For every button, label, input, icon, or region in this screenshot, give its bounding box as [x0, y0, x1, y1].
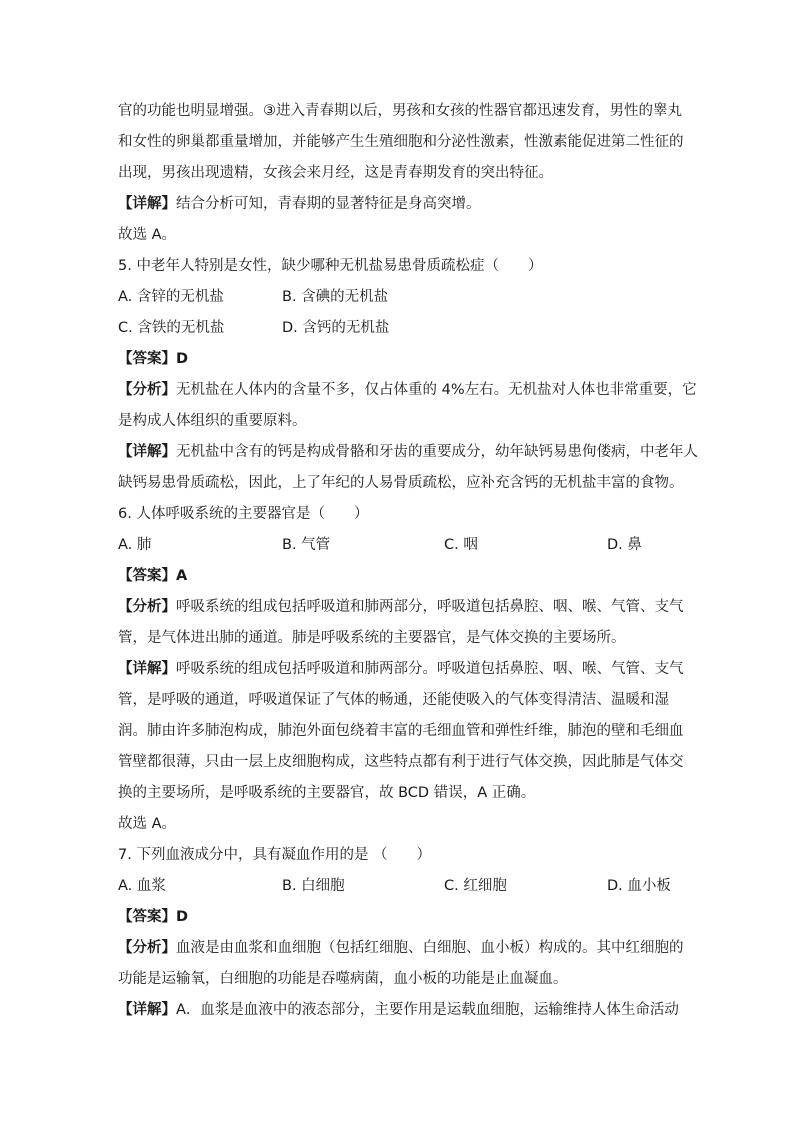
analysis-paragraph [118, 938, 684, 958]
q5-option-d: D. 含钙的无机盐 [282, 320, 390, 336]
text-line: 缺钙易患骨质疏松，因此，上了年纪的人易骨质疏松，应补充含钙的无机盐丰富的食物。 [118, 475, 684, 491]
detail-paragraph [118, 1000, 679, 1020]
text-line: 管，是气体进出肺的通道。肺是呼吸系统的主要器官，是气体交换的主要场所。 [118, 630, 626, 646]
detail-paragraph [118, 194, 481, 214]
text-line: 和女性的卵巢都重量增加，并能够产生生殖细胞和分泌性激素，性激素能促进第二性征的 [118, 134, 684, 150]
analysis-text: 无机盐在人体内的含量不多，仅占体重的 4%左右。无机盐对人体也非常重要，它 [176, 382, 697, 398]
detail-tag: 【详解】 [118, 444, 176, 460]
q7-option-c: C. 红细胞 [444, 878, 507, 894]
q7-answer: 【答案】D [118, 909, 189, 925]
question-5: 5. 中老年人特别是女性，缺少哪种无机盐易患骨质疏松症（ ） [118, 258, 543, 274]
analysis-tag: 【分析】 [118, 599, 176, 615]
detail-text: 呼吸系统的组成包括呼吸道和肺两部分。呼吸道包括鼻腔、咽、喉、气管、支气 [176, 661, 684, 677]
analysis-text: 呼吸系统的组成包括呼吸道和肺两部分，呼吸道包括鼻腔、咽、喉、气管、支气 [176, 599, 684, 615]
q5-option-a: A. 含锌的无机盐 [118, 289, 224, 305]
detail-text: 无机盐中含有的钙是构成骨骼和牙齿的重要成分，幼年缺钙易患佝偻病，中老年人 [176, 444, 698, 460]
detail-paragraph [118, 659, 684, 679]
text-line: 润。肺由许多肺泡构成，肺泡外面包绕着丰富的毛细血管和弹性纤维，肺泡的壁和毛细血 [118, 723, 684, 739]
detail-paragraph [118, 442, 698, 462]
q7-option-b: B. 白细胞 [282, 878, 345, 894]
analysis-paragraph [118, 597, 684, 617]
text-line: 管，是呼吸的通道，呼吸道保证了气体的畅通，还能使吸入的气体变得清洁、温暖和湿 [118, 692, 669, 708]
detail-text: 结合分析可知，青春期的显著特征是身高突增。 [176, 196, 481, 212]
q5-option-b: B. 含碘的无机盐 [282, 289, 389, 305]
q6-option-d: D. 鼻 [607, 537, 642, 553]
analysis-paragraph [118, 380, 697, 400]
analysis-tag: 【分析】 [118, 382, 176, 398]
text-line: 功能是运输氧，白细胞的功能是吞噬病菌，血小板的功能是止血凝血。 [118, 971, 568, 987]
answer-choice-line: 故选 A。 [118, 227, 177, 243]
text-line: 管壁都很薄，只由一层上皮细胞构成，这些特点都有利于进行气体交换，因此肺是气体交 [118, 754, 684, 770]
question-6: 6. 人体呼吸系统的主要器官是（ ） [118, 506, 369, 522]
detail-text: A．血浆是血液中的液态部分，主要作用是运载血细胞，运输维持人体生命活动 [176, 1002, 679, 1018]
question-7: 7. 下列血液成分中，具有凝血作用的是 （ ） [118, 847, 432, 863]
q7-option-d: D. 血小板 [607, 878, 671, 894]
q6-option-b: B. 气管 [282, 537, 331, 553]
text-line: 换的主要场所，是呼吸系统的主要器官，故 BCD 错误，A 正确。 [118, 785, 536, 801]
text-line: 出现，男孩出现遗精，女孩会来月经，这是青春期发育的突出特征。 [118, 165, 553, 181]
detail-tag: 【详解】 [118, 661, 176, 677]
q7-option-a: A. 血浆 [118, 878, 166, 894]
q5-option-c: C. 含铁的无机盐 [118, 320, 225, 336]
text-line: 是构成人体组织的重要原料。 [118, 413, 307, 429]
text-line: 官的功能也明显增强。③进入青春期以后，男孩和女孩的性器官都迅速发育，男性的睾丸 [118, 103, 682, 119]
analysis-tag: 【分析】 [118, 940, 176, 956]
q6-option-a: A. 肺 [118, 537, 152, 553]
answer-choice-line: 故选 A。 [118, 816, 177, 832]
detail-tag: 【详解】 [118, 196, 176, 212]
q5-answer: 【答案】D [118, 351, 189, 367]
q6-option-c: C. 咽 [444, 537, 478, 553]
analysis-text: 血液是由血浆和血细胞（包括红细胞、白细胞、血小板）构成的。其中红细胞的 [176, 940, 684, 956]
q6-answer: 【答案】A [118, 568, 188, 584]
detail-tag: 【详解】 [118, 1002, 176, 1018]
